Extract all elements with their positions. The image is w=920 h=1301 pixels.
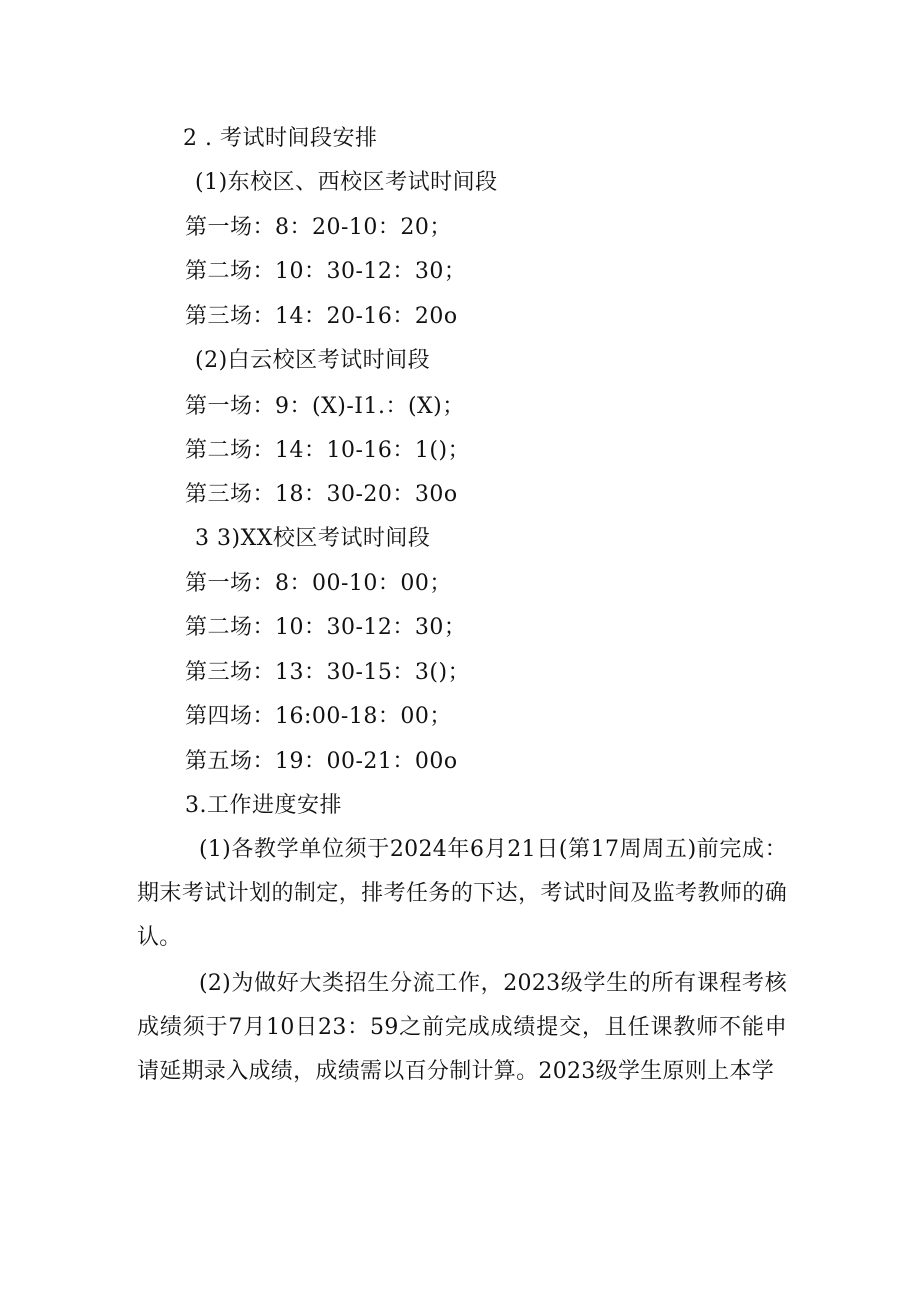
xx-session-2: 第二场：10：30-12：30； [185, 615, 467, 640]
xx-campus-heading: 3 3)XX校区考试时间段 [195, 526, 431, 551]
xx-session-1: 第一场：8：00-10：00； [185, 571, 452, 596]
xx-session-3: 第三场：13：30-15：3()； [185, 660, 471, 685]
east-west-session-2: 第二场：10：30-12：30； [185, 259, 467, 284]
progress-item-1 [137, 828, 787, 960]
progress-item-2-text: (2)为做好大类招生分流工作，2023级学生的所有课程考核成绩须于7月10日23：59之前完成成绩提交，且任课教师不能申请延期录入成绩，成绩需以百分制计算。2023级学生原则上本学 [137, 971, 787, 1084]
progress-heading: 3.工作进度安排 [185, 793, 342, 818]
baiyun-session-2: 第二场：14：10-16：1()； [185, 438, 471, 463]
east-west-session-1: 第一场：8：20-10：20； [185, 215, 452, 240]
xx-session-4: 第四场：16:00-18：00； [185, 704, 452, 729]
exam-time-heading: 2 . 考试时间段安排 [183, 126, 378, 151]
xx-session-5: 第五场：19：00-21：00o [185, 749, 458, 774]
baiyun-session-1: 第一场：9：(X)-I1.：(X)； [185, 394, 465, 419]
east-west-campus-heading: (1)东校区、西校区考试时间段 [195, 170, 498, 195]
baiyun-campus-heading: (2)白云校区考试时间段 [195, 348, 431, 373]
baiyun-session-3: 第三场：18：30-20：30o [185, 482, 458, 507]
progress-item-1-text: (1)各教学单位须于2024年6月21日(第17周周五)前完成：期末考试计划的制定，排考任务的下达，考试时间及监考教师的确认。 [137, 837, 787, 950]
east-west-session-3: 第三场：14：20-16：20o [185, 304, 458, 329]
progress-item-2 [137, 962, 787, 1094]
